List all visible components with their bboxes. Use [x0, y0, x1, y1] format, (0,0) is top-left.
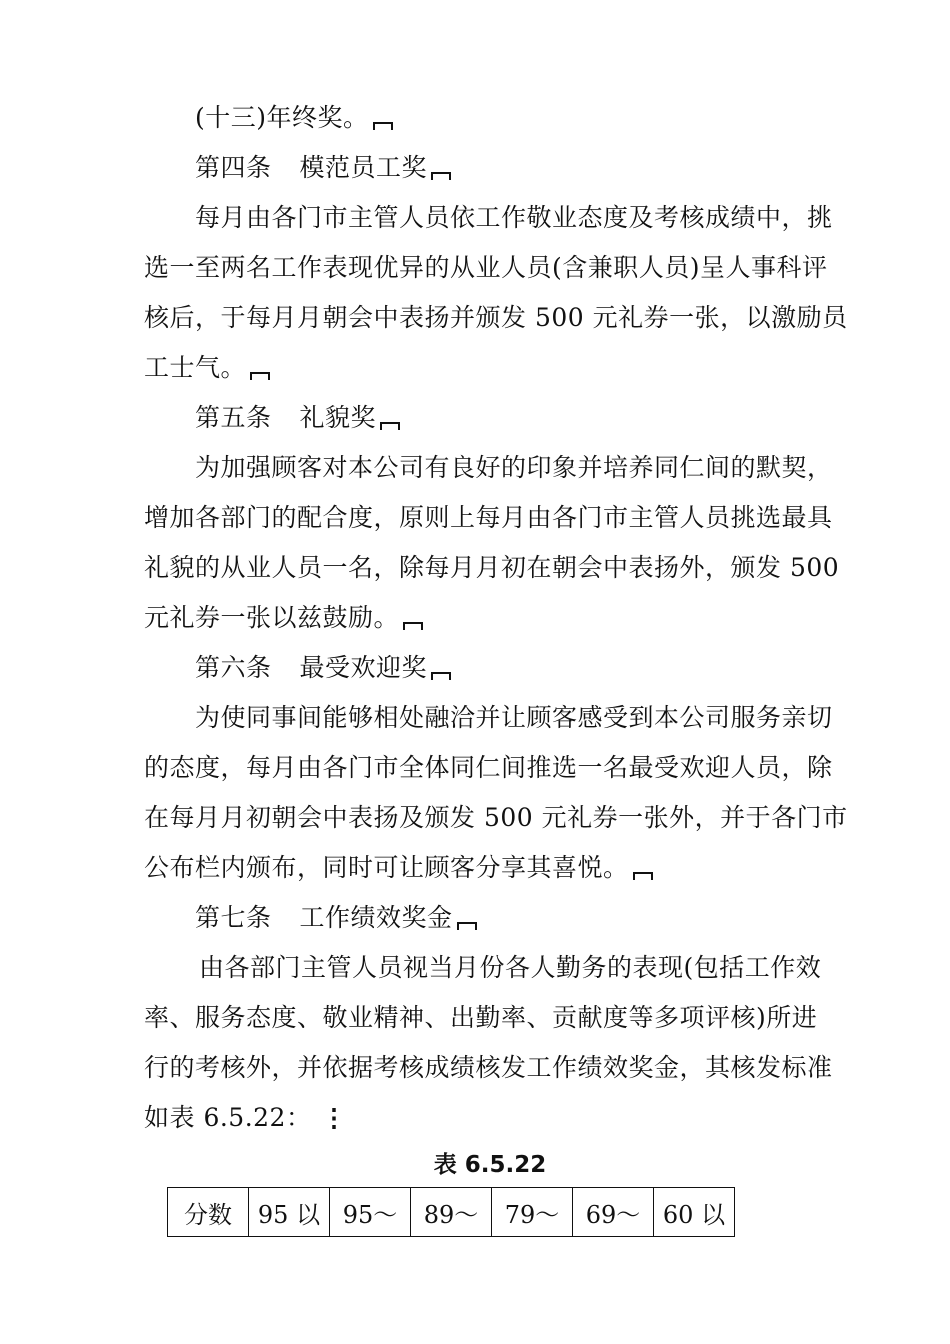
article-number: 第六条	[195, 653, 272, 682]
table-cell: 60 以	[654, 1188, 735, 1237]
paragraph-mark-icon	[380, 422, 400, 430]
article-title: 工作绩效奖金	[299, 903, 453, 932]
text-line: 在每月月初朝会中表扬及颁发 500 元礼券一张外，并于各门市	[144, 803, 848, 832]
text-line: 的态度，每月由各门市全体同仁间推选一名最受欢迎人员，除	[144, 753, 833, 782]
text-line: 选一至两名工作表现优异的从业人员(含兼职人员)呈人事科评	[144, 253, 828, 282]
table-row	[168, 1188, 735, 1237]
article-number: 第五条	[195, 403, 272, 432]
text-line: 由各部门主管人员视当月份各人勤务的表现(包括工作效	[199, 953, 822, 982]
score-table	[167, 1187, 735, 1237]
table-cell: 69～	[573, 1188, 654, 1237]
text-line: 礼貌的从业人员一名，除每月月初在朝会中表扬外，颁发 500	[144, 553, 840, 582]
text-line: 为加强顾客对本公司有良好的印象并培养同仁间的默契，	[195, 453, 833, 482]
text-line: 每月由各门市主管人员依工作敬业态度及考核成绩中，挑	[195, 203, 833, 232]
paragraph-mark-icon	[633, 872, 653, 880]
text-line: 核后，于每月月朝会中表扬并颁发 500 元礼券一张，以激励员	[144, 303, 848, 332]
paragraph-mark-icon	[403, 622, 423, 630]
article-7-heading	[195, 902, 477, 934]
text-line-end	[144, 352, 270, 384]
table-cell: 79～	[492, 1188, 573, 1237]
paragraph-mark-icon	[250, 372, 270, 380]
article-4-heading	[195, 152, 451, 184]
text-line-end	[144, 602, 423, 634]
clause-item-13	[195, 102, 393, 134]
article-6-heading	[195, 652, 451, 684]
table-cell: 分数	[168, 1188, 249, 1237]
table-cell: 95 以	[249, 1188, 330, 1237]
paragraph-mark-icon	[431, 672, 451, 680]
text-line-end	[144, 1102, 347, 1134]
article-number: 第七条	[195, 903, 272, 932]
text-line: 行的考核外，并依据考核成绩核发工作绩效奖金，其核发标准	[144, 1053, 833, 1082]
text-line-end	[144, 852, 653, 884]
article-title: 最受欢迎奖	[299, 653, 428, 682]
table-cell: 95～	[330, 1188, 411, 1237]
text-line: 如表 6.5.22：	[144, 1103, 312, 1132]
article-5-heading	[195, 402, 400, 434]
table-cell: 89～	[411, 1188, 492, 1237]
text-line: (十三)年终奖。	[195, 103, 369, 132]
table-title: 表 6.5.22	[433, 1152, 547, 1178]
text-line: 工士气。	[144, 353, 247, 382]
paragraph-mark-icon	[431, 172, 451, 180]
article-title: 模范员工奖	[299, 153, 428, 182]
paragraph-mark-icon	[457, 922, 477, 930]
text-line: 公布栏内颁布，同时可让顾客分享其喜悦。	[144, 853, 629, 882]
text-line: 元礼券一张以兹鼓励。	[144, 603, 400, 632]
text-line: 增加各部门的配合度，原则上每月由各门市主管人员挑选最具	[144, 503, 833, 532]
article-number: 第四条	[195, 153, 272, 182]
paragraph-mark-icon	[373, 122, 393, 130]
text-line: 为使同事间能够相处融洽并让顾客感受到本公司服务亲切	[195, 703, 833, 732]
more-icon: ⋮	[321, 1103, 347, 1132]
text-line: 率、服务态度、敬业精神、出勤率、贡献度等多项评核)所进	[144, 1003, 818, 1032]
article-title: 礼貌奖	[299, 403, 377, 432]
